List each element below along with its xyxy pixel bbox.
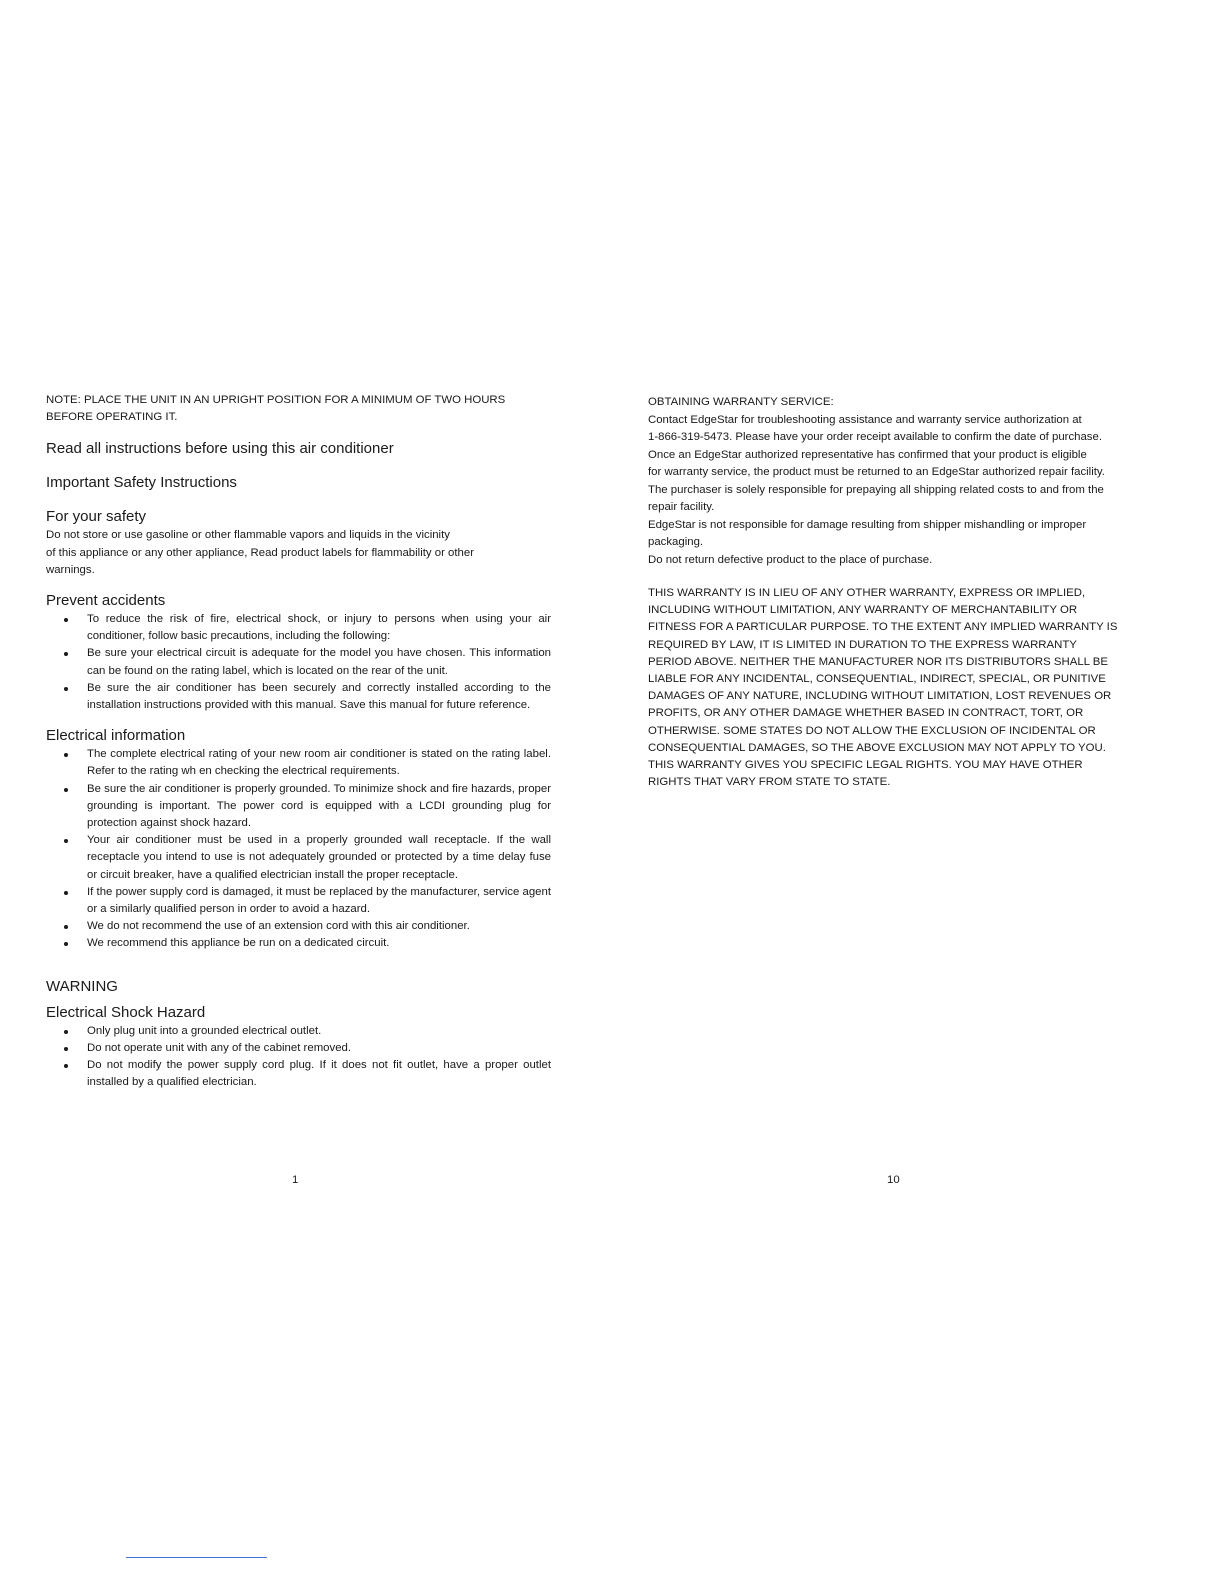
list-item: Do not modify the power supply cord plug. If it does not fit outlet, have a proper outlet installed by a qualified electrician. (46, 1057, 551, 1091)
list-item: Be sure the air conditioner has been securely and correctly installed according to the installation instructions provided with this manual. Save this manual for future reference. (46, 680, 551, 714)
disclaimer-line: FITNESS FOR A PARTICULAR PURPOSE. TO THE EXTENT ANY IMPLIED WARRANTY IS (648, 621, 1118, 634)
list-item: The complete electrical rating of your new room air conditioner is stated on the rating label. Refer to the rating wh en checking the electrical requirements. (46, 746, 551, 780)
electrical-information-list (46, 746, 551, 952)
note-line: BEFORE OPERATING IT. (46, 411, 178, 424)
warranty-disclaimer (648, 585, 1178, 791)
page-number-left: 1 (292, 1174, 299, 1186)
safety-line: warnings. (46, 563, 95, 576)
safety-line: of this appliance or any other appliance, Read product labels for flammability or other (46, 546, 475, 559)
page-number-right: 10 (887, 1174, 900, 1186)
list-item: We recommend this appliance be run on a dedicated circuit. (46, 935, 551, 952)
warranty-line: Once an EdgeStar authorized representative has confirmed that your product is eligible (648, 448, 1087, 461)
list-item: Only plug unit into a grounded electrical outlet. (46, 1023, 551, 1040)
warranty-line: Contact EdgeStar for troubleshooting assistance and warranty service authorization at (648, 413, 1082, 426)
warranty-line: Do not return defective product to the place of purchase. (648, 553, 933, 566)
warranty-line: 1-866-319-5473. Please have your order receipt available to confirm the date of purchase. (648, 431, 1103, 443)
warranty-line: repair facility. (648, 501, 715, 513)
warranty-line: packaging. (648, 536, 704, 548)
warranty-service-title: OBTAINING WARRANTY SERVICE: (648, 396, 834, 408)
disclaimer-line: CONSEQUENTIAL DAMAGES, SO THE ABOVE EXCLUSION MAY NOT APPLY TO YOU. (648, 741, 1106, 754)
disclaimer-line: THIS WARRANTY GIVES YOU SPECIFIC LEGAL RIGHTS. YOU MAY HAVE OTHER (648, 759, 1083, 772)
disclaimer-line: RIGHTS THAT VARY FROM STATE TO STATE. (648, 776, 891, 789)
list-item: Your air conditioner must be used in a properly grounded wall receptacle. If the wall receptacle you intend to use is not adequately grounded or protected by a time delay fuse or circuit breaker, have a qualified electrician install the proper receptacle. (46, 832, 551, 884)
disclaimer-line: REQUIRED BY LAW, IT IS LIMITED IN DURATION TO THE EXPRESS WARRANTY (648, 638, 1077, 651)
warranty-service-text (648, 412, 1178, 570)
disclaimer-line: LIABLE FOR ANY INCIDENTAL, CONSEQUENTIAL, INDIRECT, SPECIAL, OR PUNITIVE (648, 673, 1106, 686)
electrical-information-heading: Electrical information (46, 727, 186, 745)
prevent-accidents-list (46, 611, 551, 714)
list-item: Do not operate unit with any of the cabinet removed. (46, 1040, 551, 1057)
important-safety-heading: Important Safety Instructions (46, 474, 237, 492)
note-line: NOTE: PLACE THE UNIT IN AN UPRIGHT POSITION FOR A MINIMUM OF TWO HOURS (46, 394, 506, 406)
prevent-accidents-heading: Prevent accidents (46, 592, 166, 610)
safety-line: Do not store or use gasoline or other flammable vapors and liquids in the vicinity (46, 529, 450, 542)
warranty-line: EdgeStar is not responsible for damage resulting from shipper mishandling or improper (648, 518, 1087, 531)
disclaimer-line: INCLUDING WITHOUT LIMITATION, ANY WARRANTY OF MERCHANTABILITY OR (648, 604, 1078, 617)
disclaimer-line: THIS WARRANTY IS IN LIEU OF ANY OTHER WARRANTY, EXPRESS OR IMPLIED, (648, 587, 1086, 599)
warning-heading: WARNING (46, 977, 118, 995)
list-item: We do not recommend the use of an extension cord with this air conditioner. (46, 918, 551, 935)
disclaimer-line: OTHERWISE. SOME STATES DO NOT ALLOW THE EXCLUSION OF INCIDENTAL OR (648, 724, 1096, 737)
shock-hazard-list (46, 1023, 551, 1092)
footer-rule (126, 1557, 267, 1558)
warranty-line: The purchaser is solely responsible for prepaying all shipping related costs to and from the (648, 483, 1104, 496)
list-item: Be sure the air conditioner is properly grounded. To minimize shock and fire hazards, proper grounding is important. The power cord is equipped with a LCDI grounding plug for protection against shock hazard. (46, 781, 551, 833)
disclaimer-line: PERIOD ABOVE. NEITHER THE MANUFACTURER NOR ITS DISTRIBUTORS SHALL BE (648, 655, 1108, 668)
read-all-heading: Read all instructions before using this air conditioner (46, 440, 394, 458)
safety-heading: For your safety (46, 508, 147, 526)
list-item: Be sure your electrical circuit is adequate for the model you have chosen. This information can be found on the rating label, which is located on the rear of the unit. (46, 645, 551, 679)
note-block (46, 392, 551, 426)
safety-text (46, 527, 551, 579)
list-item: To reduce the risk of fire, electrical shock, or injury to persons when using your air conditioner, follow basic precautions, including the following: (46, 611, 551, 645)
right-page (648, 394, 1178, 791)
disclaimer-line: PROFITS, OR ANY OTHER DAMAGE WHETHER BASED IN CONTRACT, TORT, OR (648, 707, 1084, 720)
shock-hazard-heading: Electrical Shock Hazard (46, 1003, 206, 1021)
disclaimer-line: DAMAGES OF ANY NATURE, INCLUDING WITHOUT LIMITATION, LOST REVENUES OR (648, 690, 1112, 703)
warranty-line: for warranty service, the product must be returned to an EdgeStar authorized repair facility. (648, 466, 1105, 478)
list-item: If the power supply cord is damaged, it must be replaced by the manufacturer, service agent or a similarly qualified person in order to avoid a hazard. (46, 884, 551, 918)
left-page (46, 392, 551, 1091)
